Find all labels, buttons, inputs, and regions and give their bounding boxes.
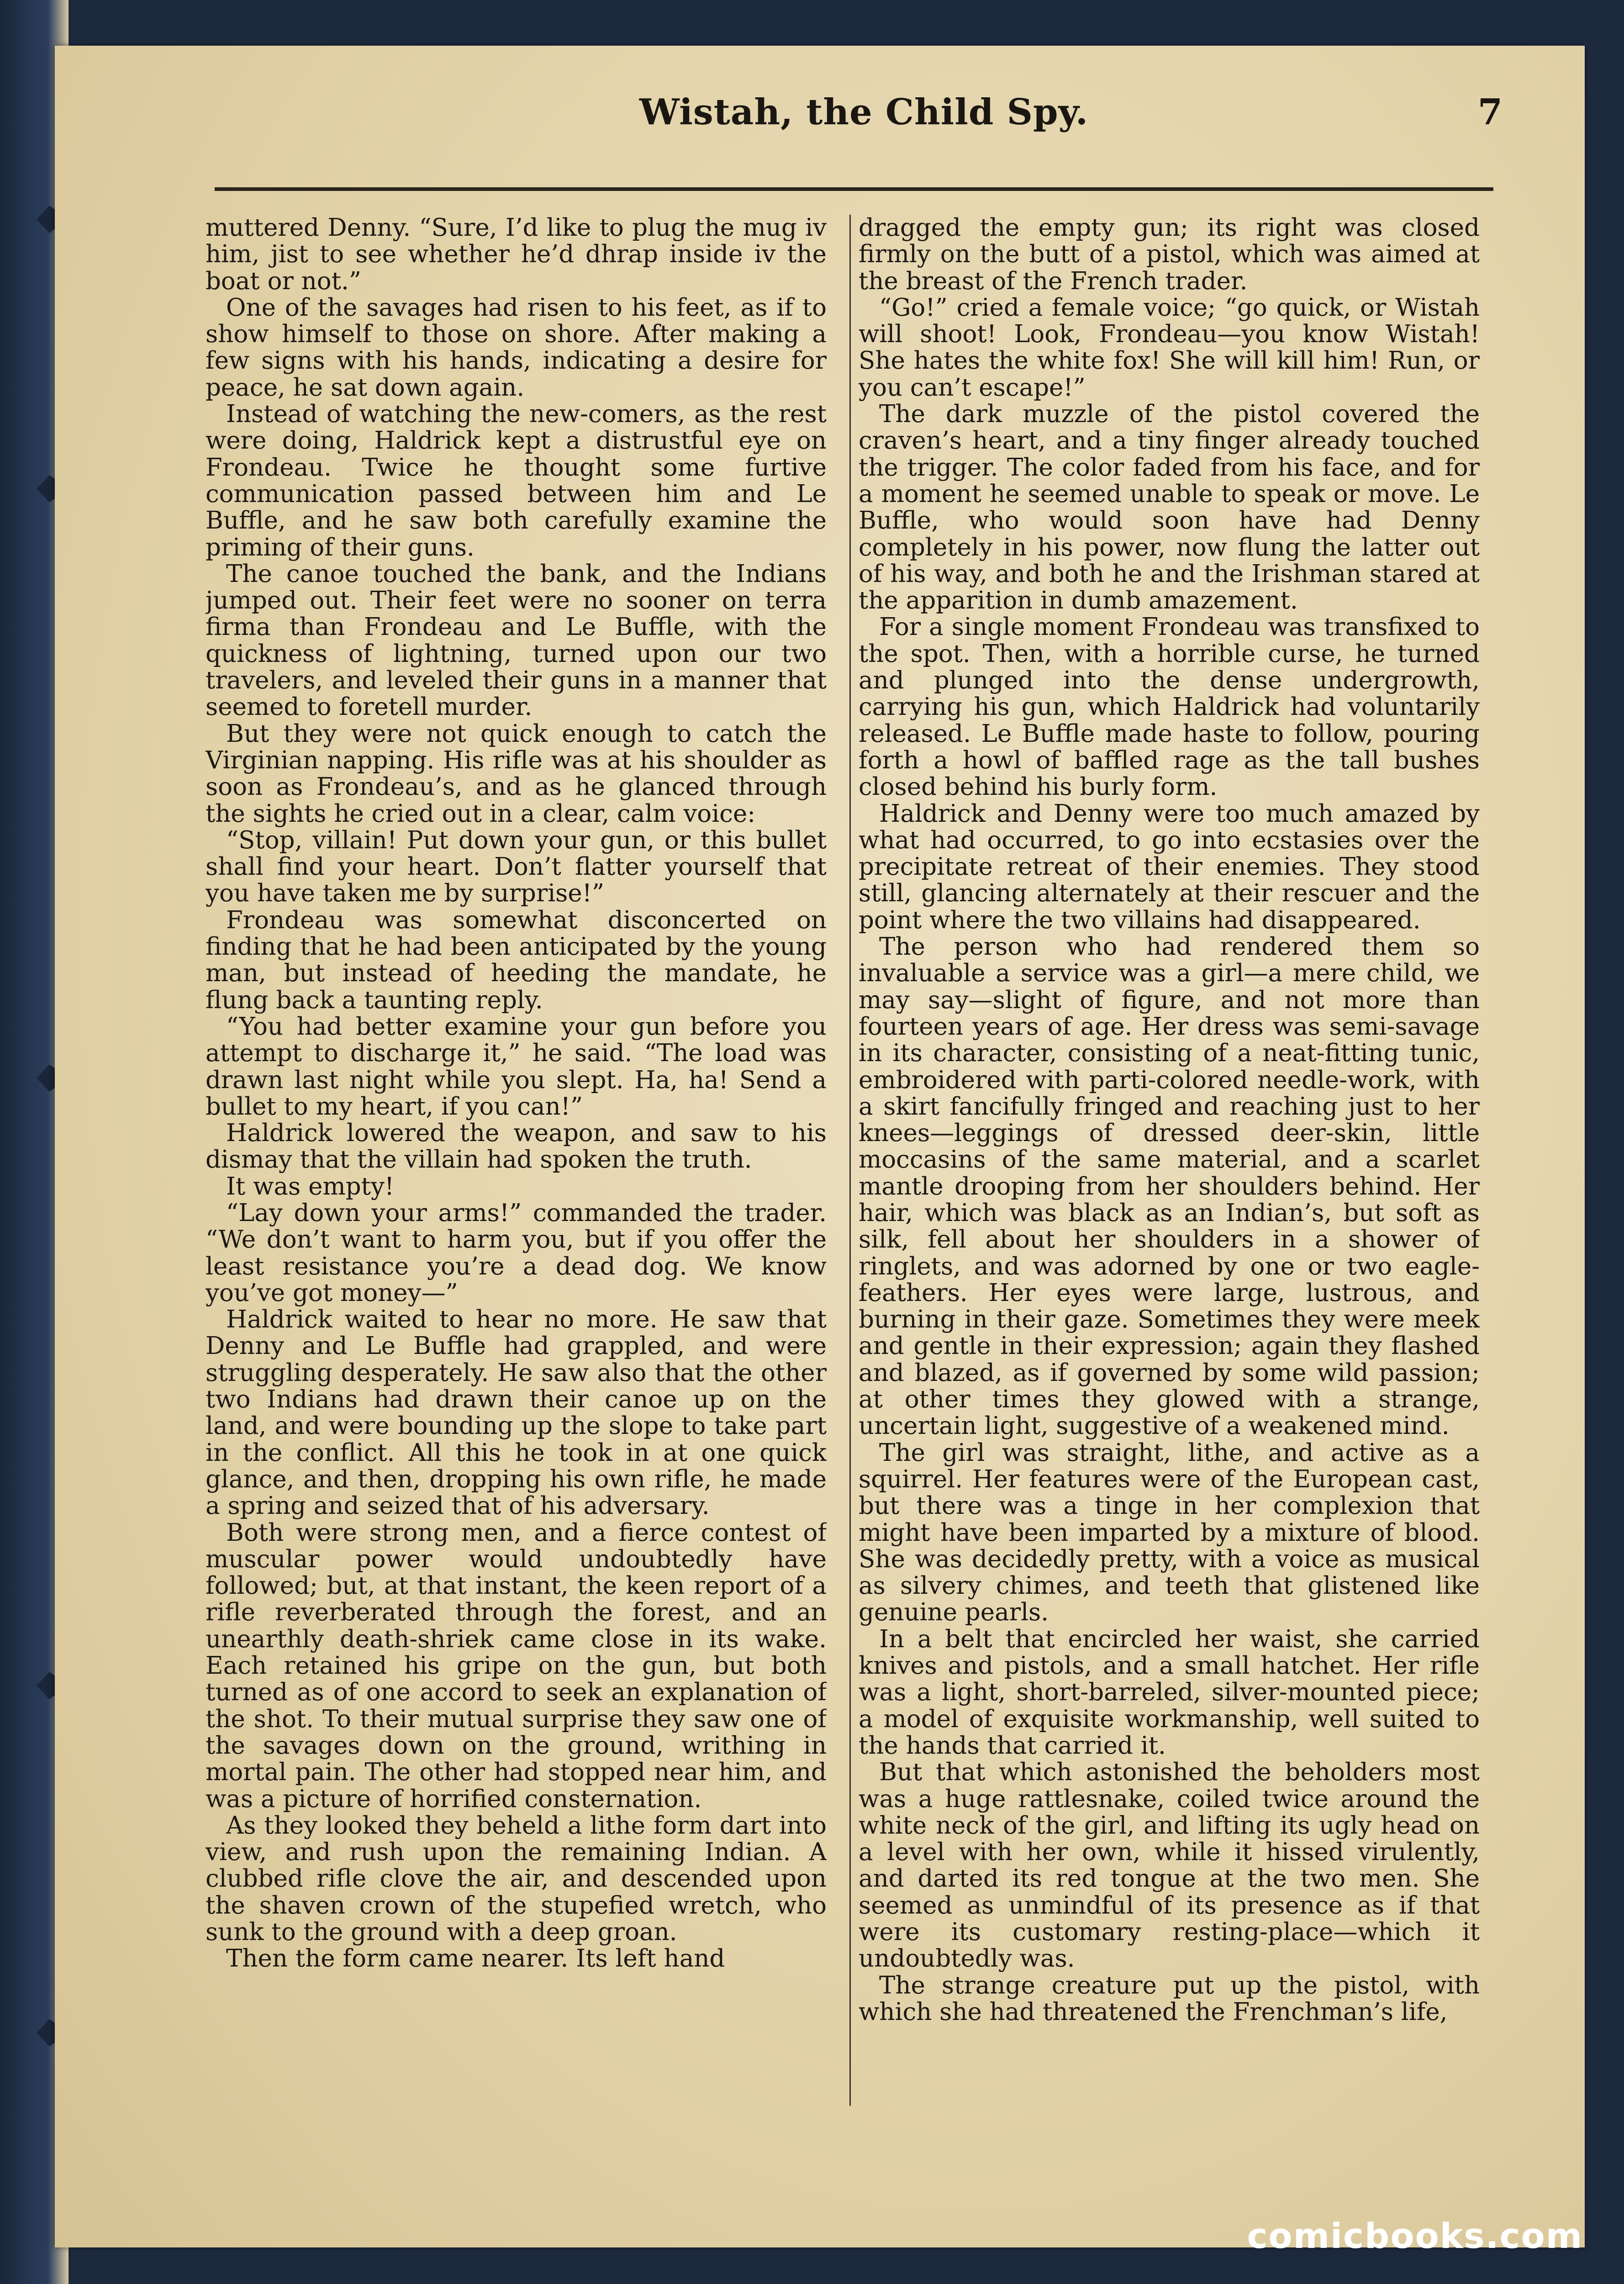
paragraph: One of the savages had risen to his feet, as if to show himself to those on shore. After making a few signs with his hands, indicating a desire for peace, he sat down again. <box>206 293 827 402</box>
paragraph: muttered Denny. “Sure, I’d like to plug the mug iv him, jist to see whether he’d dhrap inside iv the boat or not.” <box>206 215 827 295</box>
paragraph: Frondeau was somewhat disconcerted on finding that he had been anticipated by the young man, but instead of heeding the mandate, he flung back a taunting reply. <box>206 906 827 1014</box>
paragraph: Instead of watching the new-comers, as the rest were doing, Haldrick kept a distrustful eye on Frondeau. Twice he thought some furtive communication passed between him and Le Buffle, and he saw both carefully examine the priming of their guns. <box>206 400 827 561</box>
paragraph: It was empty! <box>226 1172 395 1200</box>
paragraph: Haldrick lowered the weapon, and saw to his dismay that the villain had spoken the truth. <box>206 1119 827 1174</box>
page-header <box>160 87 1503 146</box>
header-rule <box>215 187 1493 191</box>
paragraph: In a belt that encircled her waist, she carried knives and pistols, and a small hatchet. Her rifle was a light, short-barreled, silver-mounted piece; a model of exquisite workmanship, well suited to the hands that carried it. <box>859 1625 1480 1760</box>
paragraph: Both were strong men, and a fierce contest of muscular power would undoubtedly have followed; but, at that instant, the keen report of a rifle reverberated through the forest, and an unearthly death-shriek came close in its wake. Each retained his gripe on the gun, but both turned as of one accord to seek an explanation of the shot. To their mutual surprise they saw one of the savages down on the ground, writhing in mortal pain. The other had stopped near him, and was a picture of horrified consternation. <box>206 1518 827 1813</box>
paragraph: dragged the empty gun; its right was closed firmly on the butt of a pistol, which was aimed at the breast of the French trader. <box>859 215 1480 295</box>
right-column <box>859 215 1480 2110</box>
paragraph: The strange creature put up the pistol, with which she had threatened the Frenchman’s life, <box>859 1971 1480 2026</box>
paragraph: Then the form came nearer. Its left hand <box>226 1945 725 1973</box>
paragraph: As they looked they beheld a lithe form dart into view, and rush upon the remaining Indian. A clubbed rifle clove the air, and descended upon the shaven crown of the stupefied wretch, who sunk to the ground with a deep groan. <box>206 1811 827 1946</box>
source-watermark: comicbooks.com <box>1247 2215 1583 2256</box>
paragraph: But they were not quick enough to catch the Virginian napping. His rifle was at his shoulder as soon as Frondeau’s, and as he glanced through the sights he cried out in a clear, calm voice: <box>206 719 827 828</box>
paragraph: Haldrick and Denny were too much amazed by what had occurred, to go into ecstasies over the precipitate retreat of their enemies. They stood still, glancing alternately at their rescuer and the point where the two villains had disappeared. <box>859 799 1480 934</box>
column-divider <box>849 215 851 2106</box>
running-title: Wistah, the Child Spy. <box>639 91 1089 133</box>
paragraph: The girl was straight, lithe, and active as a squirrel. Her features were of the European cast, but there was a tinge in her complexion that might have been imparted by a mixture of blood. She was decidedly pretty, with a voice as musical as silvery chimes, and teeth that glistened like genuine pearls. <box>859 1438 1480 1627</box>
paragraph: “Stop, villain! Put down your gun, or this bullet shall find your heart. Don’t flatter yourself that you have taken me by surprise!” <box>206 826 827 908</box>
paragraph: For a single moment Frondeau was transfixed to the spot. Then, with a horrible curse, he turned and plunged into the dense undergrowth, carrying his gun, which Haldrick had voluntarily released. Le Buffle made haste to follow, pouring forth a howl of baffled rage as the tall bushes closed behind his burly form. <box>859 613 1480 801</box>
paragraph: The dark muzzle of the pistol covered the craven’s heart, and a tiny finger already touched the trigger. The color faded from his face, and for a moment he seemed unable to speak or move. Le Buffle, who would soon have had Denny completely in his power, now flung the latter out of his way, and both he and the Irishman stared at the apparition in dumb amazement. <box>859 400 1480 615</box>
paragraph: Haldrick waited to hear no more. He saw that Denny and Le Buffle had grappled, and were struggling desperately. He saw also that the other two Indians had drawn their canoe up on the land, and were bounding up the slope to take part in the conflict. All this he took in at one quick glance, and then, dropping his own rifle, he made a spring and seized that of his adversary. <box>206 1306 827 1520</box>
paragraph: “You had better examine your gun before you attempt to discharge it,” he said. “The load was drawn last night while you slept. Ha, ha! Send a bullet to my heart, if you can!” <box>206 1012 827 1121</box>
paragraph: The person who had rendered them so invaluable a service was a girl—a mere child, we may say—slight of figure, and not more than fourteen years of age. Her dress was semi-savage in its character, consisting of a neat-fitting tunic, embroidered with parti-colored needle-work, with a skirt fancifully fringed and reaching just to her knees—leggings of dressed deer-skin, little moccasins of the same material, and a scarlet mantle drooping from her shoulders behind. Her hair, which was black as an Indian’s, but soft as silk, fell about her shoulders in a shower of ringlets, and was adorned by one or two eagle-feathers. Her eyes were large, lustrous, and burning in their gaze. Sometimes they were meek and gentle in their expression; again they flashed and blazed, as if governed by some wild passion; at other times they glowed with a strange, uncertain light, suggestive of a weakened mind. <box>859 933 1480 1440</box>
page-number: 7 <box>1477 91 1503 133</box>
paragraph: The canoe touched the bank, and the Indians jumped out. Their feet were no sooner on terra firma than Frondeau and Le Buffle, with the quickness of lightning, turned upon our two travelers, and leveled their guns in a manner that seemed to foretell murder. <box>206 560 827 721</box>
paragraph: “Go!” cried a female voice; “go quick, or Wistah will shoot! Look, Frondeau—you know Wistah! She hates the white fox! She will kill him! Run, or you can’t escape!” <box>859 293 1480 402</box>
paragraph: “Lay down your arms!” commanded the trader. “We don’t want to harm you, but if you offer the least resistance you’re a dead dog. We know you’ve got money—” <box>206 1199 827 1307</box>
left-column <box>206 215 827 2110</box>
paragraph: But that which astonished the beholders most was a huge rattlesnake, coiled twice around the white neck of the girl, and lifting its ugly head on a level with her own, while it hissed virulently, and darted its red tongue at the two men. She seemed as unmindful of its presence as if that were its customary resting-place—which it undoubtedly was. <box>859 1758 1480 1973</box>
